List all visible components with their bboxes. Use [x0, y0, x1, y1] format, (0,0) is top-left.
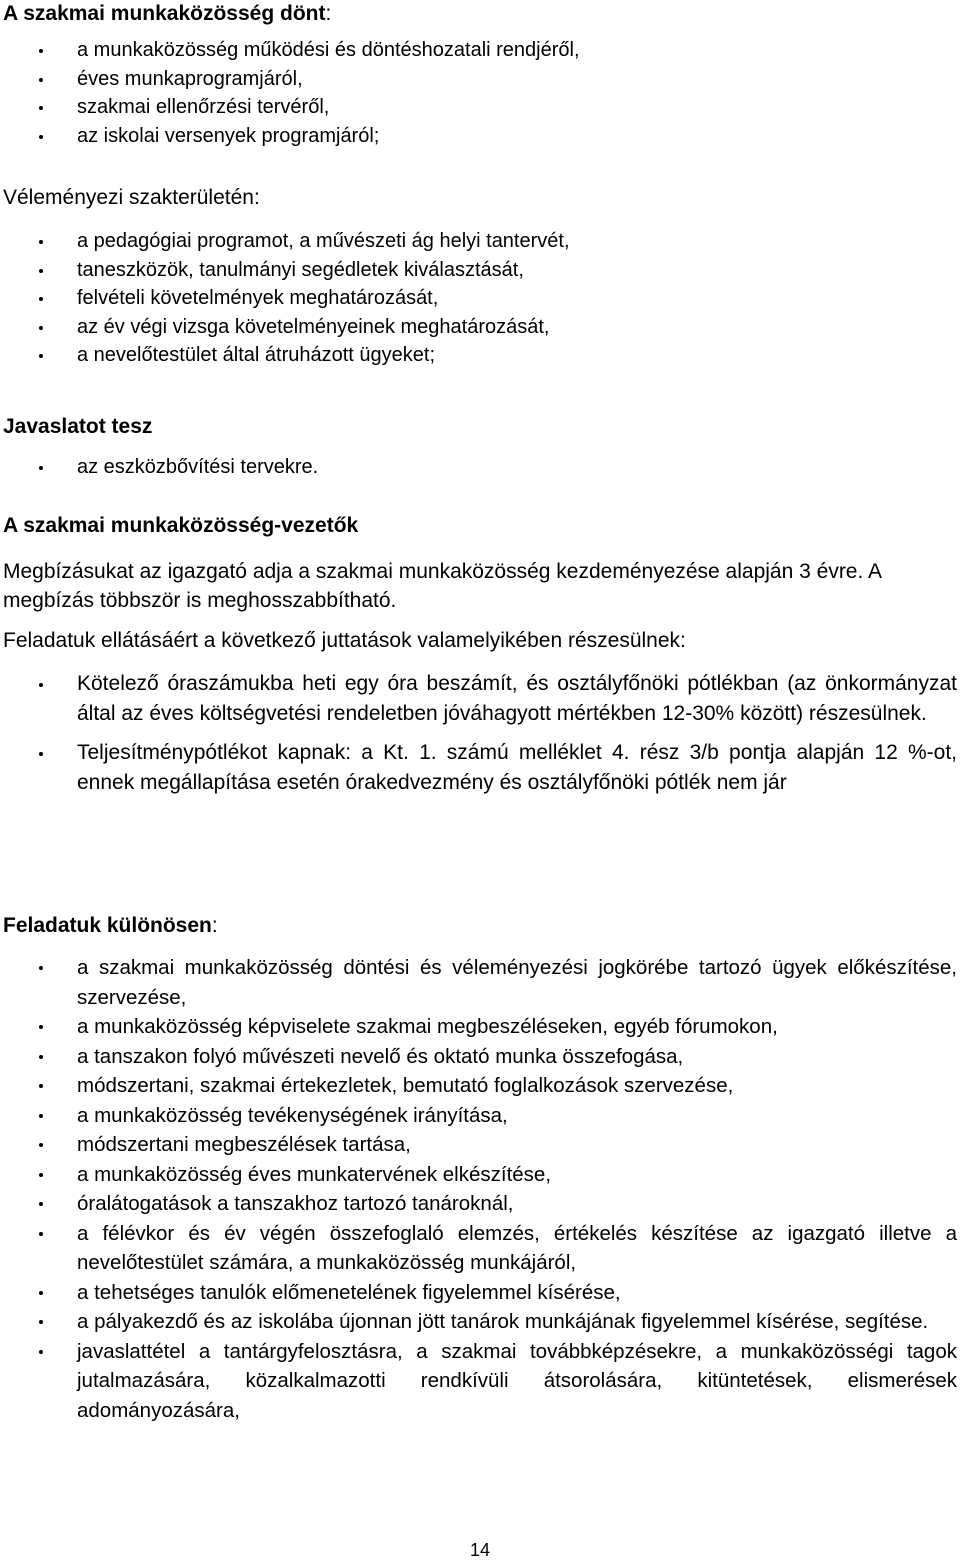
list-item-text: a munkaközösség éves munkatervének elkészítése,: [77, 1162, 552, 1186]
list-item-text: az eszközbővítési tervekre.: [77, 456, 319, 478]
heading-bold-part: A szakmai munkaközösség dönt: [3, 2, 326, 25]
list-item: [0, 341, 957, 370]
bullet-icon: [39, 1084, 43, 1088]
bullet-icon: [39, 1320, 43, 1324]
list-item: [0, 36, 957, 65]
list-item-text: a munkaközösség tevékenységének irányítása,: [77, 1103, 508, 1127]
list-item: [0, 1012, 957, 1042]
list-item: [0, 227, 957, 256]
list-item-text: szakmai ellenőrzési tervéről,: [77, 96, 330, 119]
bullet-icon: [39, 106, 43, 110]
section-heading-proposal: [3, 415, 152, 439]
list-item: [0, 313, 957, 342]
list-item-text: óralátogatások a tanszakhoz tartozó tanároknál,: [77, 1192, 514, 1215]
section-heading-opinion: [3, 186, 260, 210]
list-item-text: taneszközök, tanulmányi segédletek kiválasztását,: [77, 258, 524, 281]
list-item: [0, 1042, 957, 1072]
bullet-icon: [39, 966, 43, 970]
list-item: [0, 93, 957, 122]
list-item-text: a félévkor és év végén összefoglaló elemzés, értékelés készítése az igazgató illetve a nevelőtestület számára, a munkaközösség munkájáról,: [77, 1221, 957, 1274]
heading-text: A szakmai munkaközösség-vezetők: [3, 514, 359, 537]
bullet-icon: [39, 1232, 43, 1236]
section-heading-decides: [3, 2, 331, 26]
bullet-icon: [39, 269, 43, 273]
paragraph-mandate: Megbízásukat az igazgató adja a szakmai munkaközösség kezdeményezése alapján 3 évre. A megbízás többször is meghosszabbítható.: [3, 560, 881, 612]
bullet-icon: [39, 240, 43, 244]
bullet-icon: [39, 135, 43, 139]
heading-bold-part: Feladatuk különösen: [3, 914, 212, 937]
list-item-text: a munkaközösség működési és döntéshozatali rendjéről,: [77, 39, 580, 61]
list-item-text: a tanszakon folyó művészeti nevelő és oktató munka összefogása,: [77, 1044, 684, 1068]
list-item-text: a pályakezdő és az iskolába újonnan jött tanárok munkájának figyelemmel kísérése, segítése.: [77, 1310, 929, 1333]
list-item-text: módszertani, szakmai értekezletek, bemutató foglalkozások szervezése,: [77, 1074, 734, 1097]
bullet-icon: [39, 326, 43, 330]
bullet-icon: [39, 49, 43, 53]
bullet-icon: [39, 683, 43, 687]
page-number: 14: [469, 1540, 491, 1560]
section-heading-tasks: [3, 914, 218, 938]
bullet-icon: [39, 1173, 43, 1177]
bullet-icon: [39, 78, 43, 82]
bullet-icon: [39, 466, 43, 470]
list-item-text: éves munkaprogramjáról,: [77, 67, 303, 90]
list-item: [0, 1101, 957, 1131]
list-item: [0, 1130, 957, 1160]
list-item-text: az iskolai versenyek programjáról;: [77, 124, 380, 147]
heading-text: Javaslatot tesz: [3, 415, 153, 438]
list-item: [0, 1189, 957, 1219]
paragraph-benefits: Feladatuk ellátásáért a következő juttatások valamelyikében részesülnek:: [3, 629, 686, 652]
list-proposal: [0, 453, 960, 482]
list-item: [0, 1278, 957, 1308]
bullet-icon: [39, 1291, 43, 1295]
list-item-text: javaslattétel a tantárgyfelosztásra, a szakmai továbbképzésekre, a munkaközösségi tagok jutalmazására, közalkalmazotti rendkívüli átsorolására, kitüntetések, elismerések adományozására,: [77, 1339, 957, 1422]
bullet-icon: [39, 1114, 43, 1118]
bullet-icon: [39, 354, 43, 358]
list-item: [0, 1219, 957, 1278]
list-item: [0, 256, 957, 285]
heading-text: Véleményezi szakterületén:: [3, 186, 260, 209]
list-item-text: Kötelező óraszámukba heti egy óra beszámít, és osztályfőnöki pótlékban (az önkormányzat által az éves költségvetési rendeletben jóváhagyott mértékben 12-30% között) részesülnek.: [77, 672, 957, 725]
list-item: [0, 669, 957, 728]
bullet-icon: [39, 1025, 43, 1029]
list-item-text: a szakmai munkaközösség döntési és véleményezési jogkörébe tartozó ügyek előkészítése, szervezése,: [77, 956, 957, 1009]
heading-rest-part: :: [325, 2, 332, 25]
bullet-icon: [39, 1350, 43, 1354]
bullet-icon: [39, 1143, 43, 1147]
list-item: [0, 1307, 957, 1337]
list-item: [0, 1071, 957, 1101]
section-heading-leaders: [3, 514, 358, 538]
list-item-text: az év végi vizsga követelményeinek meghatározását,: [77, 315, 550, 338]
list-item: [0, 1160, 957, 1190]
list-item-text: a nevelőtestület által átruházott ügyeket;: [77, 344, 436, 367]
bullet-icon: [39, 1055, 43, 1059]
list-item: [0, 1337, 957, 1426]
list-benefits: [0, 669, 960, 797]
list-item-text: Teljesítménypótlékot kapnak: a Kt. 1. számú melléklet 4. rész 3/b pontja alapján 12 %-ot, ennek megállapítása esetén órakedvezmény és osztályfőnöki pótlék nem jár: [77, 741, 957, 794]
list-item-text: felvételi követelmények meghatározását,: [77, 287, 439, 310]
list-item: [0, 122, 957, 151]
list-item: [0, 453, 957, 482]
heading-rest-part: :: [211, 914, 218, 937]
bullet-icon: [39, 297, 43, 301]
list-item-text: módszertani megbeszélések tartása,: [77, 1133, 411, 1156]
list-item: [0, 738, 957, 797]
bullet-icon: [39, 752, 43, 756]
list-item: [0, 953, 957, 1012]
list-opinion: [0, 227, 960, 370]
list-item-text: a tehetséges tanulók előmenetelének figyelemmel kísérése,: [77, 1280, 621, 1304]
list-item: [0, 284, 957, 313]
list-item: [0, 65, 957, 94]
list-tasks: [0, 953, 960, 1425]
bullet-icon: [39, 1202, 43, 1206]
list-item-text: a munkaközösség képviselete szakmai megbeszéléseken, egyéb fórumokon,: [77, 1015, 778, 1038]
list-decides: [0, 36, 960, 150]
list-item-text: a pedagógiai programot, a művészeti ág helyi tantervét,: [77, 230, 570, 252]
